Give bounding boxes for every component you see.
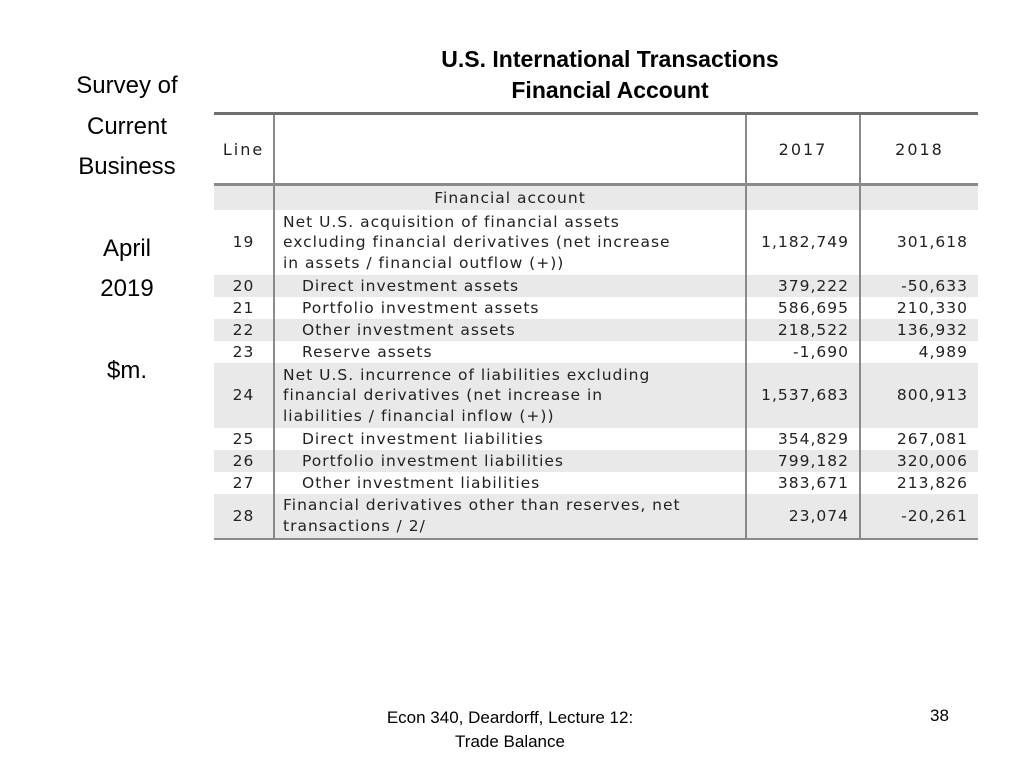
value-2018: 210,330 bbox=[896, 299, 968, 317]
row-description: Net U.S. acquisition of financial assets excluding financial derivatives (net increase in assets / financial outflow (+)) bbox=[274, 210, 746, 275]
value-2018: 136,932 bbox=[860, 319, 978, 341]
section-label: Financial account bbox=[274, 185, 746, 211]
value-2018: 213,826 bbox=[896, 474, 968, 492]
table-row bbox=[214, 494, 978, 540]
value-2018: -20,261 bbox=[860, 494, 978, 540]
value-2017: 383,671 bbox=[746, 472, 860, 494]
header-2018: 2018 bbox=[860, 114, 978, 185]
line-number: 28 bbox=[214, 494, 274, 540]
line-number: 26 bbox=[214, 450, 274, 472]
value-2017: 379,222 bbox=[746, 275, 860, 297]
value-2018: 320,006 bbox=[860, 450, 978, 472]
line-number: 23 bbox=[214, 341, 274, 363]
source-note bbox=[52, 66, 202, 391]
header-2017: 2017 bbox=[746, 114, 860, 185]
value-2017: 1,182,749 bbox=[746, 210, 860, 275]
table-row bbox=[214, 210, 978, 275]
table-row bbox=[214, 341, 978, 363]
header-description bbox=[274, 114, 746, 185]
footer-course: Econ 340, Deardorff, Lecture 12: bbox=[386, 708, 634, 727]
row-description: Direct investment liabilities bbox=[274, 428, 746, 450]
line-number: 22 bbox=[214, 319, 274, 341]
page-number: 38 bbox=[930, 706, 949, 725]
source-month: April bbox=[102, 234, 151, 262]
source-line-2: Current bbox=[86, 112, 168, 140]
row-description: Other investment assets bbox=[274, 319, 746, 341]
value-2018: 267,081 bbox=[896, 430, 968, 448]
slide-title bbox=[380, 44, 840, 106]
table-row bbox=[214, 275, 978, 297]
value-2017: 354,829 bbox=[746, 428, 860, 450]
source-year: 2019 bbox=[100, 275, 154, 302]
financial-account-table-image bbox=[214, 112, 978, 540]
value-2018: 4,989 bbox=[918, 343, 968, 361]
line-number: 21 bbox=[214, 297, 274, 319]
source-line-1: Survey of bbox=[76, 72, 178, 99]
value-2017: 799,182 bbox=[746, 450, 860, 472]
header-line: Line bbox=[214, 114, 274, 185]
line-number: 24 bbox=[214, 363, 274, 428]
value-2018: 301,618 bbox=[896, 233, 968, 252]
row-description: Net U.S. incurrence of liabilities excluding financial derivatives (net increase in liabilities / financial inflow (+)) bbox=[274, 363, 746, 428]
line-number: 19 bbox=[214, 210, 274, 275]
table-row bbox=[214, 450, 978, 472]
row-description: Reserve assets bbox=[274, 341, 746, 363]
table-row bbox=[214, 428, 978, 450]
row-description: Portfolio investment assets bbox=[274, 297, 746, 319]
line-number: 25 bbox=[214, 428, 274, 450]
table-row bbox=[214, 319, 978, 341]
row-description: Financial derivatives other than reserves, net transactions / 2/ bbox=[274, 494, 746, 540]
table-row bbox=[214, 297, 978, 319]
title-line-1: U.S. International Transactions bbox=[441, 46, 779, 72]
value-2018: -50,633 bbox=[860, 275, 978, 297]
line-number: 20 bbox=[214, 275, 274, 297]
value-2017: -1,690 bbox=[746, 341, 860, 363]
source-line-3: Business bbox=[78, 153, 176, 180]
row-description: Portfolio investment liabilities bbox=[274, 450, 746, 472]
row-description: Direct investment assets bbox=[274, 275, 746, 297]
value-2017: 586,695 bbox=[746, 297, 860, 319]
value-2018: 800,913 bbox=[860, 363, 978, 428]
value-2017: 23,074 bbox=[746, 494, 860, 540]
slide-footer bbox=[360, 706, 660, 754]
title-line-2: Financial Account bbox=[511, 77, 709, 103]
value-2017: 218,522 bbox=[746, 319, 860, 341]
financial-account-table bbox=[214, 112, 978, 540]
table-row bbox=[214, 363, 978, 428]
value-2017: 1,537,683 bbox=[746, 363, 860, 428]
units-label: $m. bbox=[106, 356, 147, 384]
table-header-row bbox=[214, 114, 978, 185]
line-number: 27 bbox=[214, 472, 274, 494]
row-description: Other investment liabilities bbox=[274, 472, 746, 494]
footer-topic: Trade Balance bbox=[455, 732, 565, 751]
section-row bbox=[214, 185, 978, 211]
table-row bbox=[214, 472, 978, 494]
